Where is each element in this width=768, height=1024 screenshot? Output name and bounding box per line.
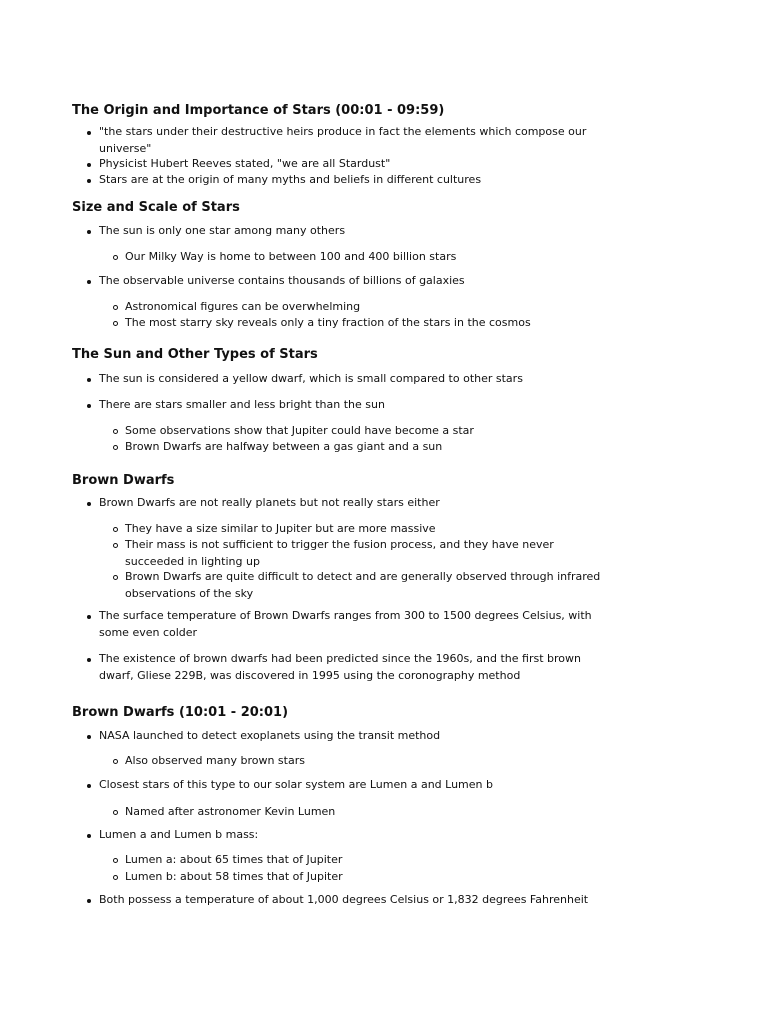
list-item-text: Closest stars of this type to our solar system are Lumen a and Lumen b bbox=[99, 778, 493, 791]
list-item bbox=[99, 156, 609, 173]
list-item-text: The existence of brown dwarfs had been predicted since the 1960s, and the first brown dwarf, Gliese 229B, was discovered in 1995 using the coronography method bbox=[99, 652, 581, 682]
sub-list-item bbox=[125, 521, 615, 538]
circle-bullet-icon bbox=[113, 305, 118, 310]
bullet-icon bbox=[87, 230, 91, 234]
list-item bbox=[99, 371, 609, 388]
bullet-icon bbox=[87, 179, 91, 183]
list-item-text: Named after astronomer Kevin Lumen bbox=[125, 805, 336, 818]
sub-list-item bbox=[125, 537, 615, 570]
circle-bullet-icon bbox=[113, 321, 118, 326]
list-item bbox=[99, 892, 609, 909]
list-item-text: They have a size similar to Jupiter but are more massive bbox=[125, 522, 436, 535]
list-item-text: Both possess a temperature of about 1,000 degrees Celsius or 1,832 degrees Fahrenheit bbox=[99, 893, 589, 906]
list-item bbox=[99, 223, 609, 240]
circle-bullet-icon bbox=[113, 255, 118, 260]
list-item-text: Brown Dwarfs are halfway between a gas giant and a sun bbox=[125, 440, 443, 453]
list-item-text: Lumen a and Lumen b mass: bbox=[99, 828, 259, 841]
list-item bbox=[99, 608, 609, 641]
list-item-text: Our Milky Way is home to between 100 and 400 billion stars bbox=[125, 250, 457, 263]
list-item-text: There are stars smaller and less bright than the sun bbox=[99, 398, 385, 411]
bullet-icon bbox=[87, 735, 91, 739]
list-item-text: Their mass is not sufficient to trigger the fusion process, and they have never succeeded in lighting up bbox=[125, 538, 554, 568]
sub-list-item bbox=[125, 249, 615, 266]
circle-bullet-icon bbox=[113, 429, 118, 434]
bullet-icon bbox=[87, 834, 91, 838]
sub-list-item bbox=[125, 869, 615, 886]
list-item bbox=[99, 651, 609, 684]
bullet-icon bbox=[87, 784, 91, 788]
list-item bbox=[99, 397, 609, 414]
sub-list-item bbox=[125, 569, 615, 602]
list-item bbox=[99, 495, 609, 512]
section-heading: The Sun and Other Types of Stars bbox=[72, 347, 318, 362]
list-item-text: Astronomical figures can be overwhelming bbox=[125, 300, 361, 313]
circle-bullet-icon bbox=[113, 858, 118, 863]
list-item bbox=[99, 273, 609, 290]
circle-bullet-icon bbox=[113, 543, 118, 548]
list-item-text: The sun is only one star among many others bbox=[99, 224, 346, 237]
circle-bullet-icon bbox=[113, 445, 118, 450]
list-item-text: The most starry sky reveals only a tiny fraction of the stars in the cosmos bbox=[125, 316, 531, 329]
sub-list-item bbox=[125, 804, 615, 821]
bullet-icon bbox=[87, 131, 91, 135]
bullet-icon bbox=[87, 615, 91, 619]
list-item-text: "the stars under their destructive heirs produce in fact the elements which compose our universe" bbox=[99, 125, 587, 155]
list-item bbox=[99, 827, 609, 844]
circle-bullet-icon bbox=[113, 810, 118, 815]
list-item-text: Physicist Hubert Reeves stated, "we are all Stardust" bbox=[99, 157, 391, 170]
bullet-icon bbox=[87, 658, 91, 662]
section-heading: Size and Scale of Stars bbox=[72, 200, 240, 215]
bullet-icon bbox=[87, 502, 91, 506]
list-item-text: The surface temperature of Brown Dwarfs ranges from 300 to 1500 degrees Celsius, with some even colder bbox=[99, 609, 592, 639]
list-item bbox=[99, 777, 609, 794]
list-item-text: Brown Dwarfs are not really planets but not really stars either bbox=[99, 496, 440, 509]
bullet-icon bbox=[87, 163, 91, 167]
sub-list-item bbox=[125, 753, 615, 770]
section-heading: Brown Dwarfs bbox=[72, 473, 175, 488]
list-item bbox=[99, 728, 609, 745]
sub-list-item bbox=[125, 315, 615, 332]
circle-bullet-icon bbox=[113, 575, 118, 580]
list-item bbox=[99, 124, 609, 157]
circle-bullet-icon bbox=[113, 759, 118, 764]
list-item-text: Also observed many brown stars bbox=[125, 754, 305, 767]
bullet-icon bbox=[87, 378, 91, 382]
sub-list-item bbox=[125, 439, 615, 456]
bullet-icon bbox=[87, 404, 91, 408]
section-heading: The Origin and Importance of Stars (00:01 - 09:59) bbox=[72, 103, 445, 118]
list-item-text: Some observations show that Jupiter could have become a star bbox=[125, 424, 474, 437]
section-heading: Brown Dwarfs (10:01 - 20:01) bbox=[72, 705, 289, 720]
list-item-text: The observable universe contains thousands of billions of galaxies bbox=[99, 274, 465, 287]
list-item-text: The sun is considered a yellow dwarf, which is small compared to other stars bbox=[99, 372, 523, 385]
list-item-text: Brown Dwarfs are quite difficult to detect and are generally observed through infrared observations of the sky bbox=[125, 570, 601, 600]
circle-bullet-icon bbox=[113, 875, 118, 880]
sub-list-item bbox=[125, 299, 615, 316]
list-item-text: Lumen a: about 65 times that of Jupiter bbox=[125, 853, 343, 866]
sub-list-item bbox=[125, 423, 615, 440]
circle-bullet-icon bbox=[113, 527, 118, 532]
list-item bbox=[99, 172, 609, 189]
sub-list-item bbox=[125, 852, 615, 869]
list-item-text: Lumen b: about 58 times that of Jupiter bbox=[125, 870, 343, 883]
list-item-text: NASA launched to detect exoplanets using the transit method bbox=[99, 729, 441, 742]
bullet-icon bbox=[87, 899, 91, 903]
list-item-text: Stars are at the origin of many myths and beliefs in different cultures bbox=[99, 173, 482, 186]
bullet-icon bbox=[87, 280, 91, 284]
